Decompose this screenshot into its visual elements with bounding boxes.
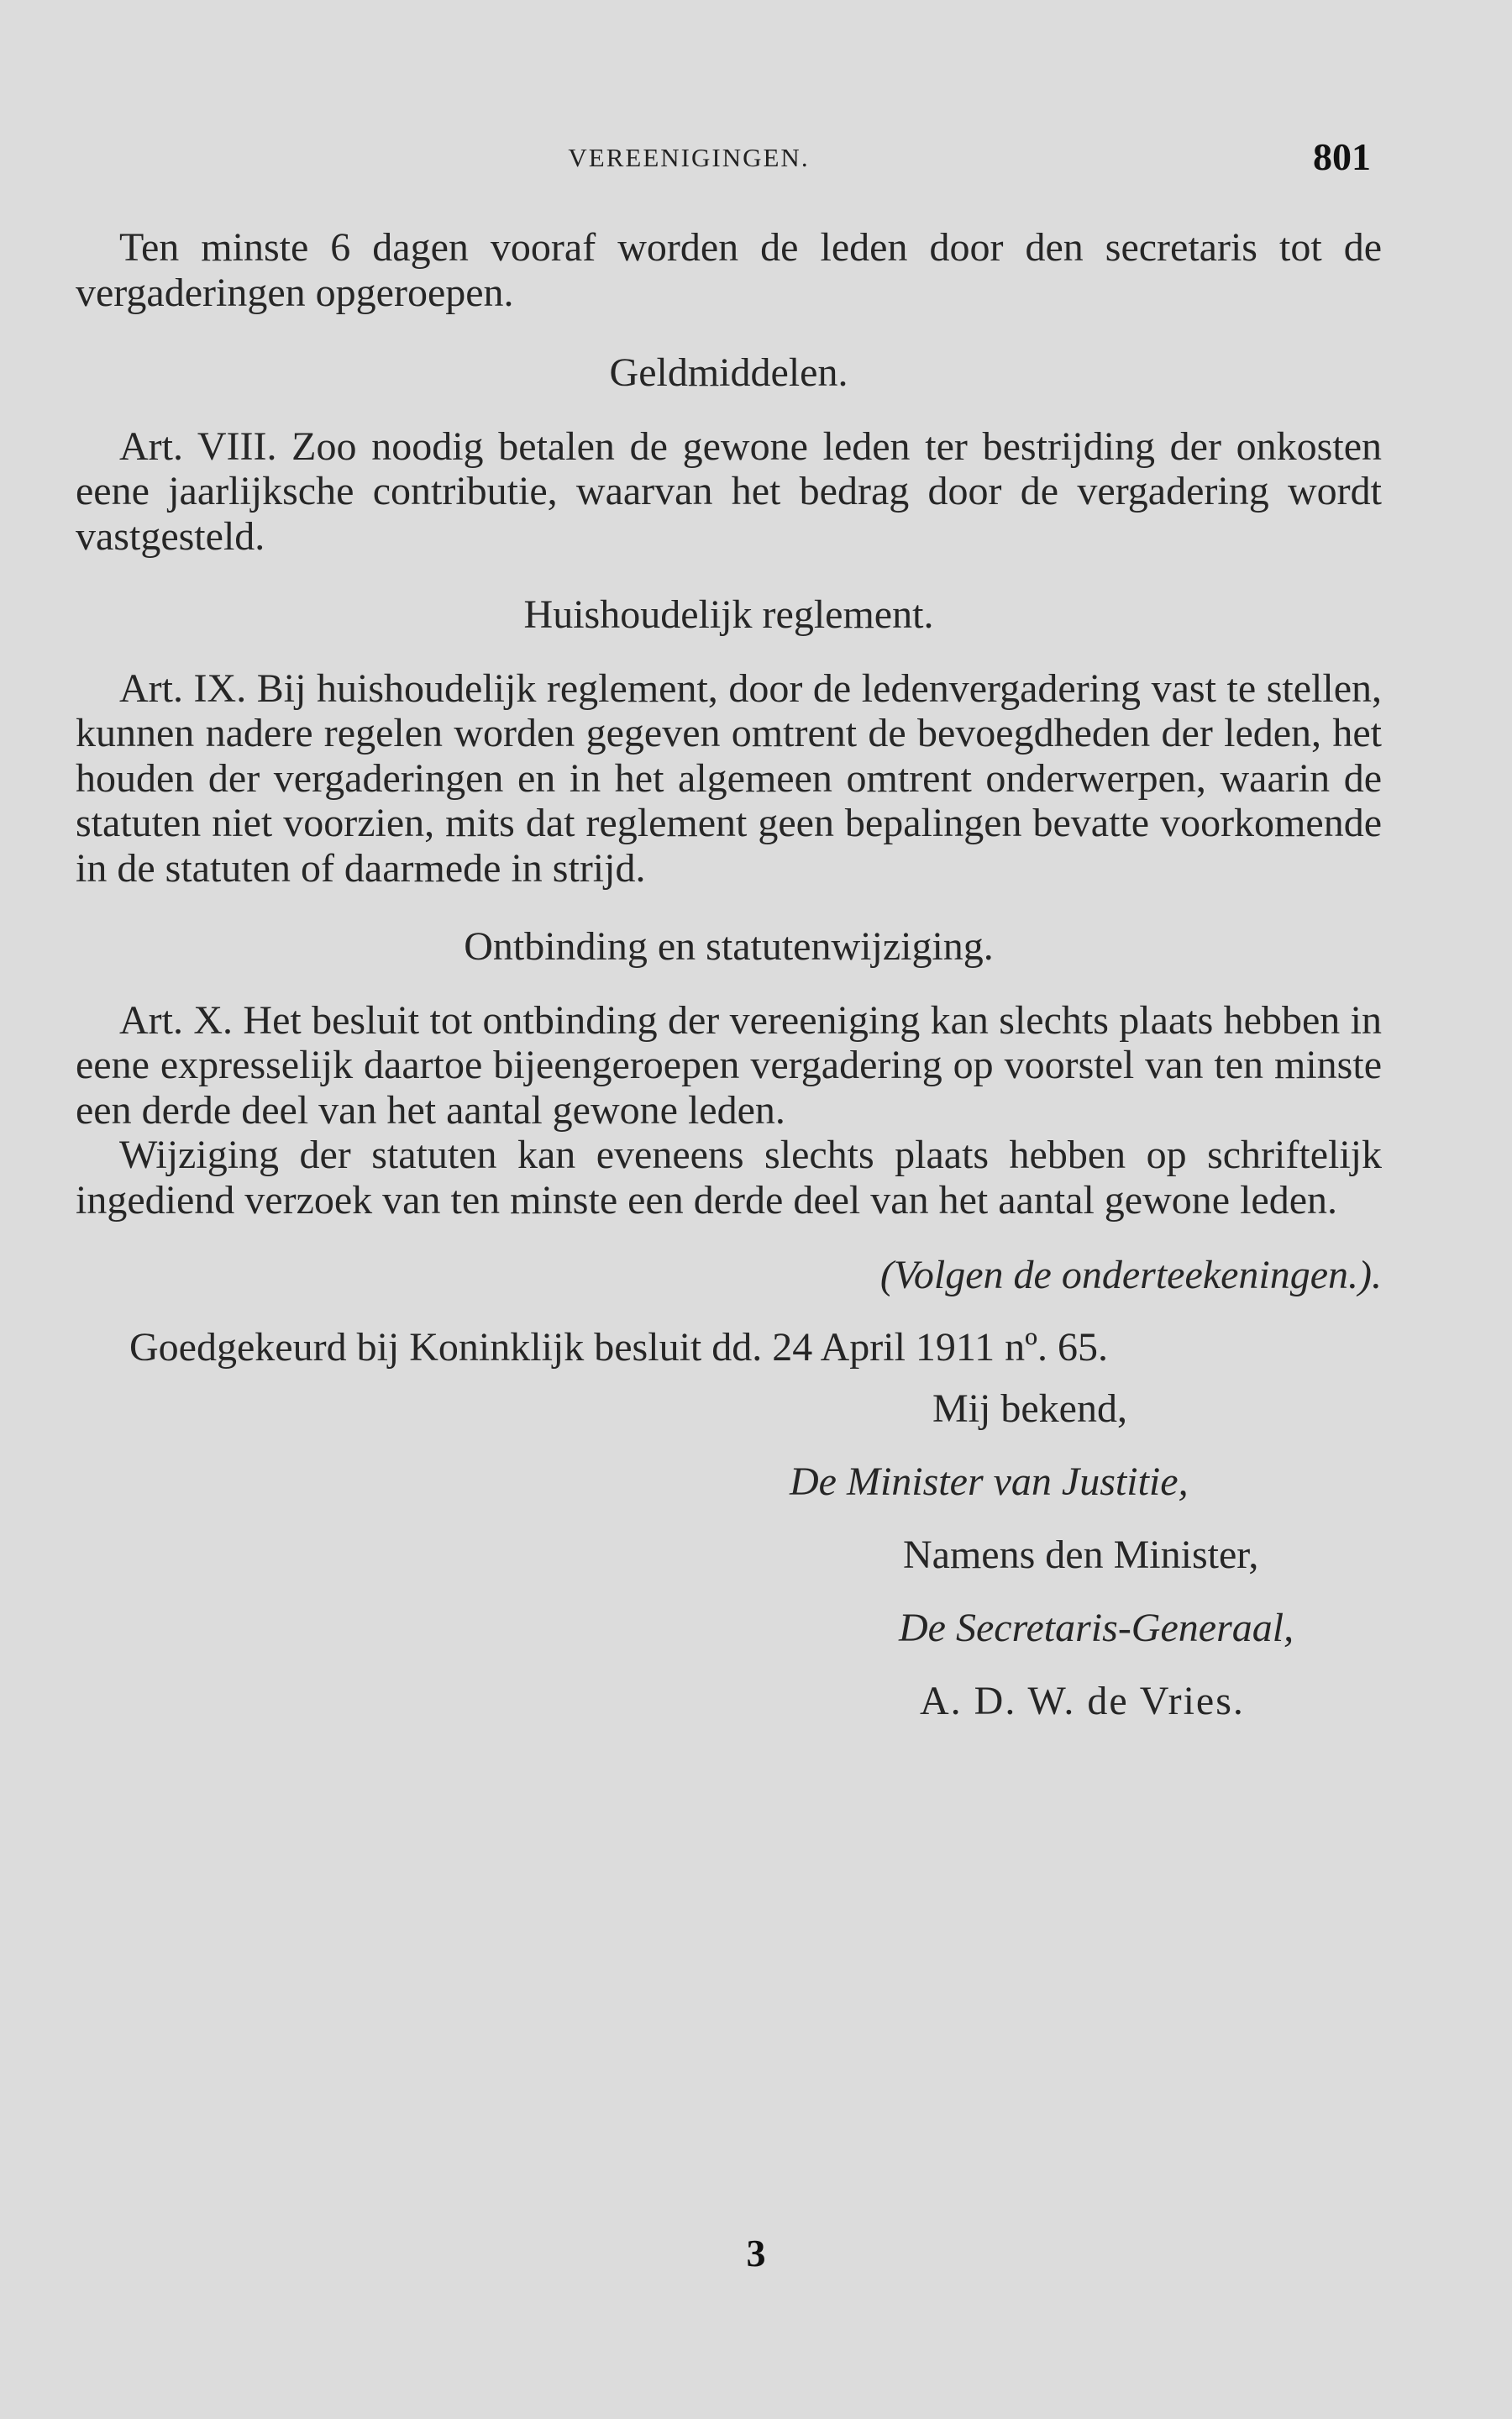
running-title: VEREENIGINGEN. <box>568 143 810 172</box>
body-text <box>76 225 1382 1723</box>
section-heading-huishoudelijk-reglement: Huishoudelijk reglement. <box>523 592 934 637</box>
article-8-paragraph: Art. VIII. Zoo noodig betalen de gewone leden ter bestrijding der onkosten eene jaarlijksche contributie, waarvan het bedrag door de vergadering wordt vastgesteld. <box>76 423 1382 559</box>
article-10-paragraph: Art. X. Het besluit tot ontbinding der vereeniging kan slechts plaats hebben in eene expresselijk daartoe bijeengeroepen vergadering op voorstel van ten minste een derde deel van het aantal gewone leden. <box>76 997 1382 1133</box>
signature-line-mij-bekend: Mij bekend, <box>932 1386 1127 1431</box>
signature-line-secretaris: De Secretaris-Generaal, <box>899 1606 1294 1650</box>
section-heading-geldmiddelen: Geldmiddelen. <box>609 350 848 395</box>
section-heading-ontbinding: Ontbinding en statutenwijziging. <box>464 924 994 969</box>
signature-line-name: A. D. W. de Vries. <box>920 1679 1245 1723</box>
signature-line-namens: Namens den Minister, <box>903 1533 1259 1577</box>
signature-line-minister: De Minister van Justitie, <box>790 1459 1189 1504</box>
article-10-second-paragraph: Wijziging der statuten kan eveneens slechts plaats hebben op schriftelijk ingediend verzoek van ten minste een derde deel van het aantal gewone leden. <box>76 1133 1382 1223</box>
signatures-note: (Volgen de onderteekeningen.). <box>879 1253 1382 1297</box>
page-number: 801 <box>1313 135 1371 178</box>
signature-mark: 3 <box>746 2232 766 2274</box>
intro-paragraph: Ten minste 6 dagen vooraf worden de leden door den secretaris tot de vergaderingen opgeroepen. <box>76 225 1382 315</box>
article-9-paragraph: Art. IX. Bij huishoudelijk reglement, door de ledenvergadering vast te stellen, kunnen nadere regelen worden gegeven omtrent de bevoegdheden der leden, het houden der vergaderingen en in het algemeen omtrent onderwerpen, waarin de statuten niet voorzien, mits dat reglement geen bepalingen bevatte voorkomende in de statuten of daarmede in strijd. <box>76 665 1382 891</box>
royal-approval-line: Goedgekeurd bij Koninklijk besluit dd. 24 April 1911 nº. 65. <box>129 1324 1109 1370</box>
